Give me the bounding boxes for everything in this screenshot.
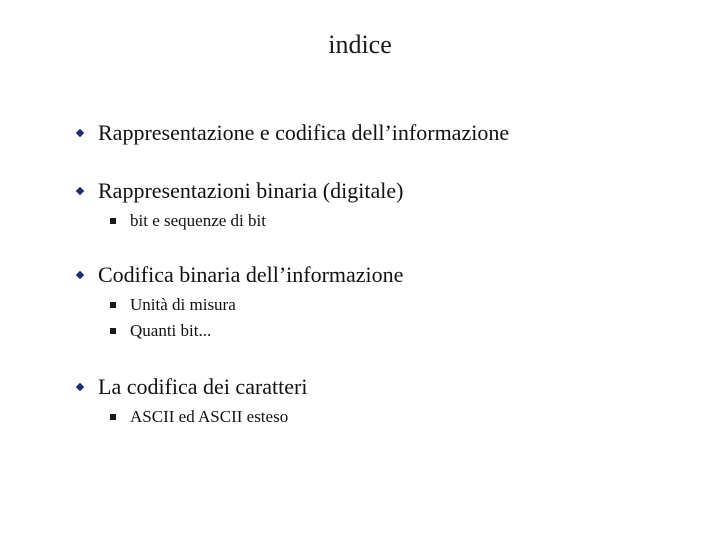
diamond-bullet-icon <box>76 383 84 391</box>
list-item <box>0 372 720 404</box>
list-item-text: Rappresentazioni binaria (digitale) <box>98 178 404 203</box>
diamond-bullet-icon <box>76 271 84 279</box>
list-item-text: La codifica dei caratteri <box>98 374 308 399</box>
diamond-bullet-icon <box>76 129 84 137</box>
list-item-text: Rappresentazione e codifica dell’informazione <box>98 120 510 145</box>
list-item <box>0 176 720 208</box>
slide-title: indice <box>328 30 392 59</box>
list-item-text: Codifica binaria dell’informazione <box>98 262 404 287</box>
square-bullet-icon <box>110 414 116 420</box>
square-bullet-icon <box>110 302 116 308</box>
square-bullet-icon <box>110 218 116 224</box>
sub-list-item-text: Quanti bit... <box>130 321 212 340</box>
square-bullet-icon <box>110 328 116 334</box>
list-item <box>0 260 720 292</box>
sub-list-item <box>0 210 720 242</box>
sub-list-item-text: Unità di misura <box>130 295 236 314</box>
sub-list-item <box>0 320 720 352</box>
sub-list-item-text: bit e sequenze di bit <box>130 211 266 230</box>
diamond-bullet-icon <box>76 187 84 195</box>
list-item <box>0 118 720 150</box>
sub-list-item <box>0 406 720 438</box>
sub-list-item-text: ASCII ed ASCII esteso <box>130 407 289 426</box>
